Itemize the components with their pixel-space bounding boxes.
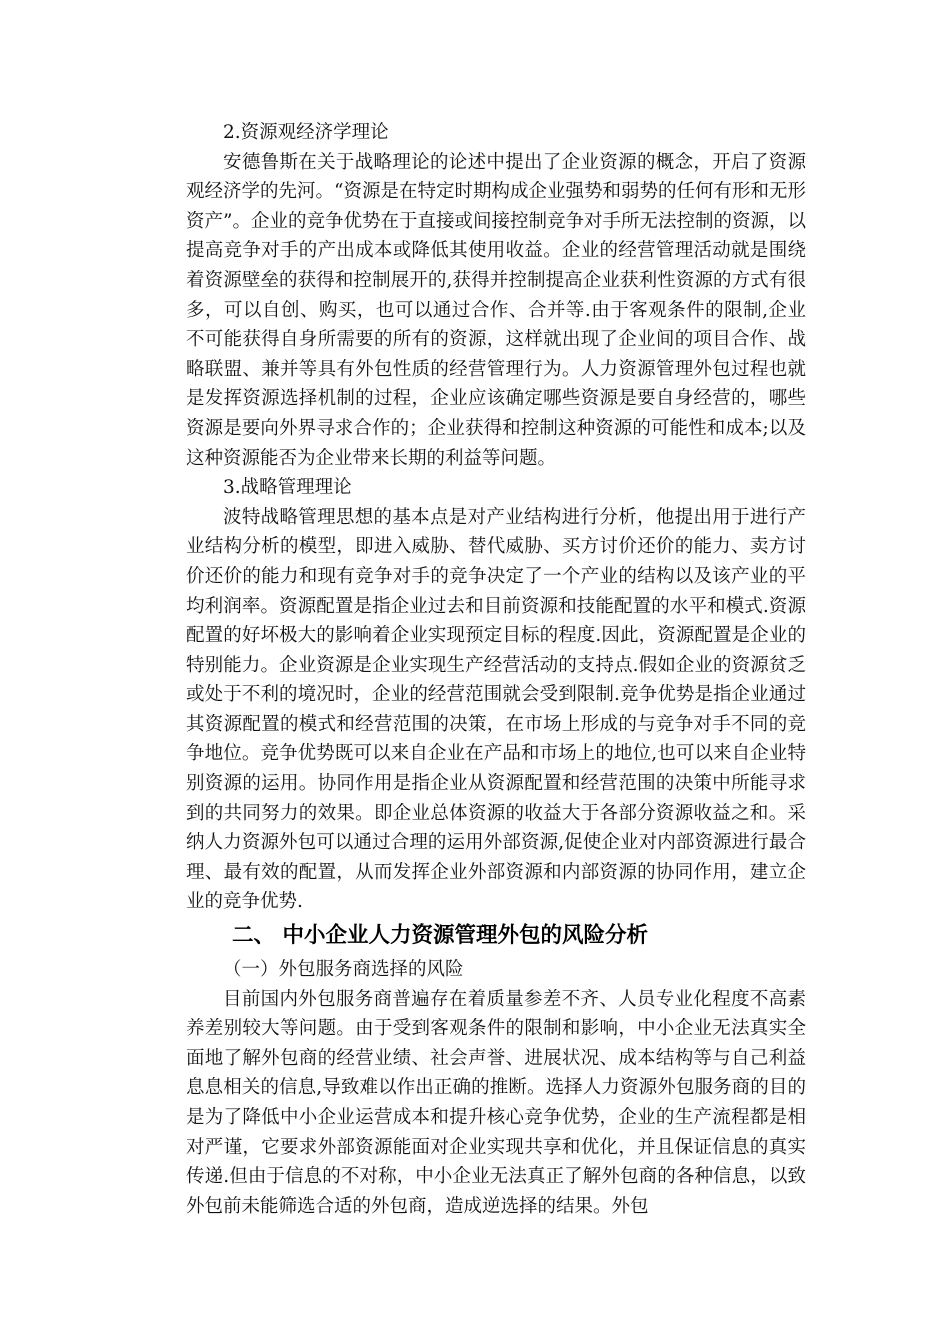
paragraph-strategy-theory: 波特战略管理思想的基本点是对产业结构进行分析，他提出用于进行产业结构分析的模型，即进入威胁、替代威胁、买方讨价还价的能力、卖方讨价还价的能力和现有竞争对手的竞争决定了一个产业的结构以及该产业的平均利润率。资源配置是指企业过去和目前资源和技能配置的水平和模式.资源配置的好坏极大的影响着企业实现预定目标的程度.因此，资源配置是企业的特别能力。企业资源是企业实现生产经营活动的支持点.假如企业的资源贫乏或处于不利的境况时，企业的经营范围就会受到限制.竞争优势是指企业通过其资源配置的模式和经营范围的决策，在市场上形成的与竞争对手不同的竞争地位。竞争优势既可以来自企业在产品和市场上的地位,也可以来自企业特别资源的运用。协同作用是指企业从资源配置和经营范围的决策中所能寻求到的共同努力的效果。即企业总体资源的收益大于各部分资源收益之和。采纳人力资源外包可以通过合理的运用外部资源,促使企业对内部资源进行最合理、最有效的配置，从而发挥企业外部资源和内部资源的协同作用，建立企业的竞争优势. (186, 506, 806, 913)
paragraph-vendor-selection-risk: 目前国内外包服务商普遍存在着质量参差不齐、人员专业化程度不高素养差别较大等问题。由于受到客观条件的限制和影响，中小企业无法真实全面地了解外包商的经营业绩、社会声誉、进展状况、成本结构等与自己利益息息相关的信息,导致难以作出正确的推断。选择人力资源外包服务商的目的是为了降低中小企业运营成本和提升核心竞争优势，企业的生产流程都是相对严谨，它要求外部资源能面对企业实现共享和优化，并且保证信息的真实传递.但由于信息的不对称，中小企业无法真正了解外包商的各种信息，以致外包前未能筛选合适的外包商，造成逆选择的结果。外包 (186, 988, 806, 1217)
section-title-strategy-theory: 3.战略管理理论 (223, 477, 352, 499)
document-body (186, 118, 806, 1221)
paragraph-resource-theory: 安德鲁斯在关于战略理论的论述中提出了企业资源的概念，开启了资源观经济学的先河。“资源是在特定时期构成企业强势和弱势的任何有形和无形资产”。企业的竞争优势在于直接或间接控制竞争对手所无法控制的资源，以提高竞争对手的产出成本或降低其使用收益。企业的经营管理活动就是围绕着资源壁垒的获得和控制展开的,获得并控制提高企业获利性资源的方式有很多，可以自创、购买，也可以通过合作、合并等.由于客观条件的限制,企业不可能获得自身所需要的所有的资源，这样就出现了企业间的项目合作、战略联盟、兼并等具有外包性质的经营管理行为。人力资源管理外包过程也就是发挥资源选择机制的过程，企业应该确定哪些资源是要自身经营的，哪些资源是要向外界寻求合作的；企业获得和控制这种资源的可能性和成本;以及这种资源能否为企业带来长期的利益等问题。 (186, 151, 806, 469)
chapter-heading-risk-analysis: 二、 中小企业人力资源管理外包的风险分析 (232, 923, 648, 949)
section-title-resource-theory: 2.资源观经济学理论 (223, 122, 389, 143)
subsection-title-vendor-selection: （一）外包服务商选择的风险 (223, 959, 464, 981)
